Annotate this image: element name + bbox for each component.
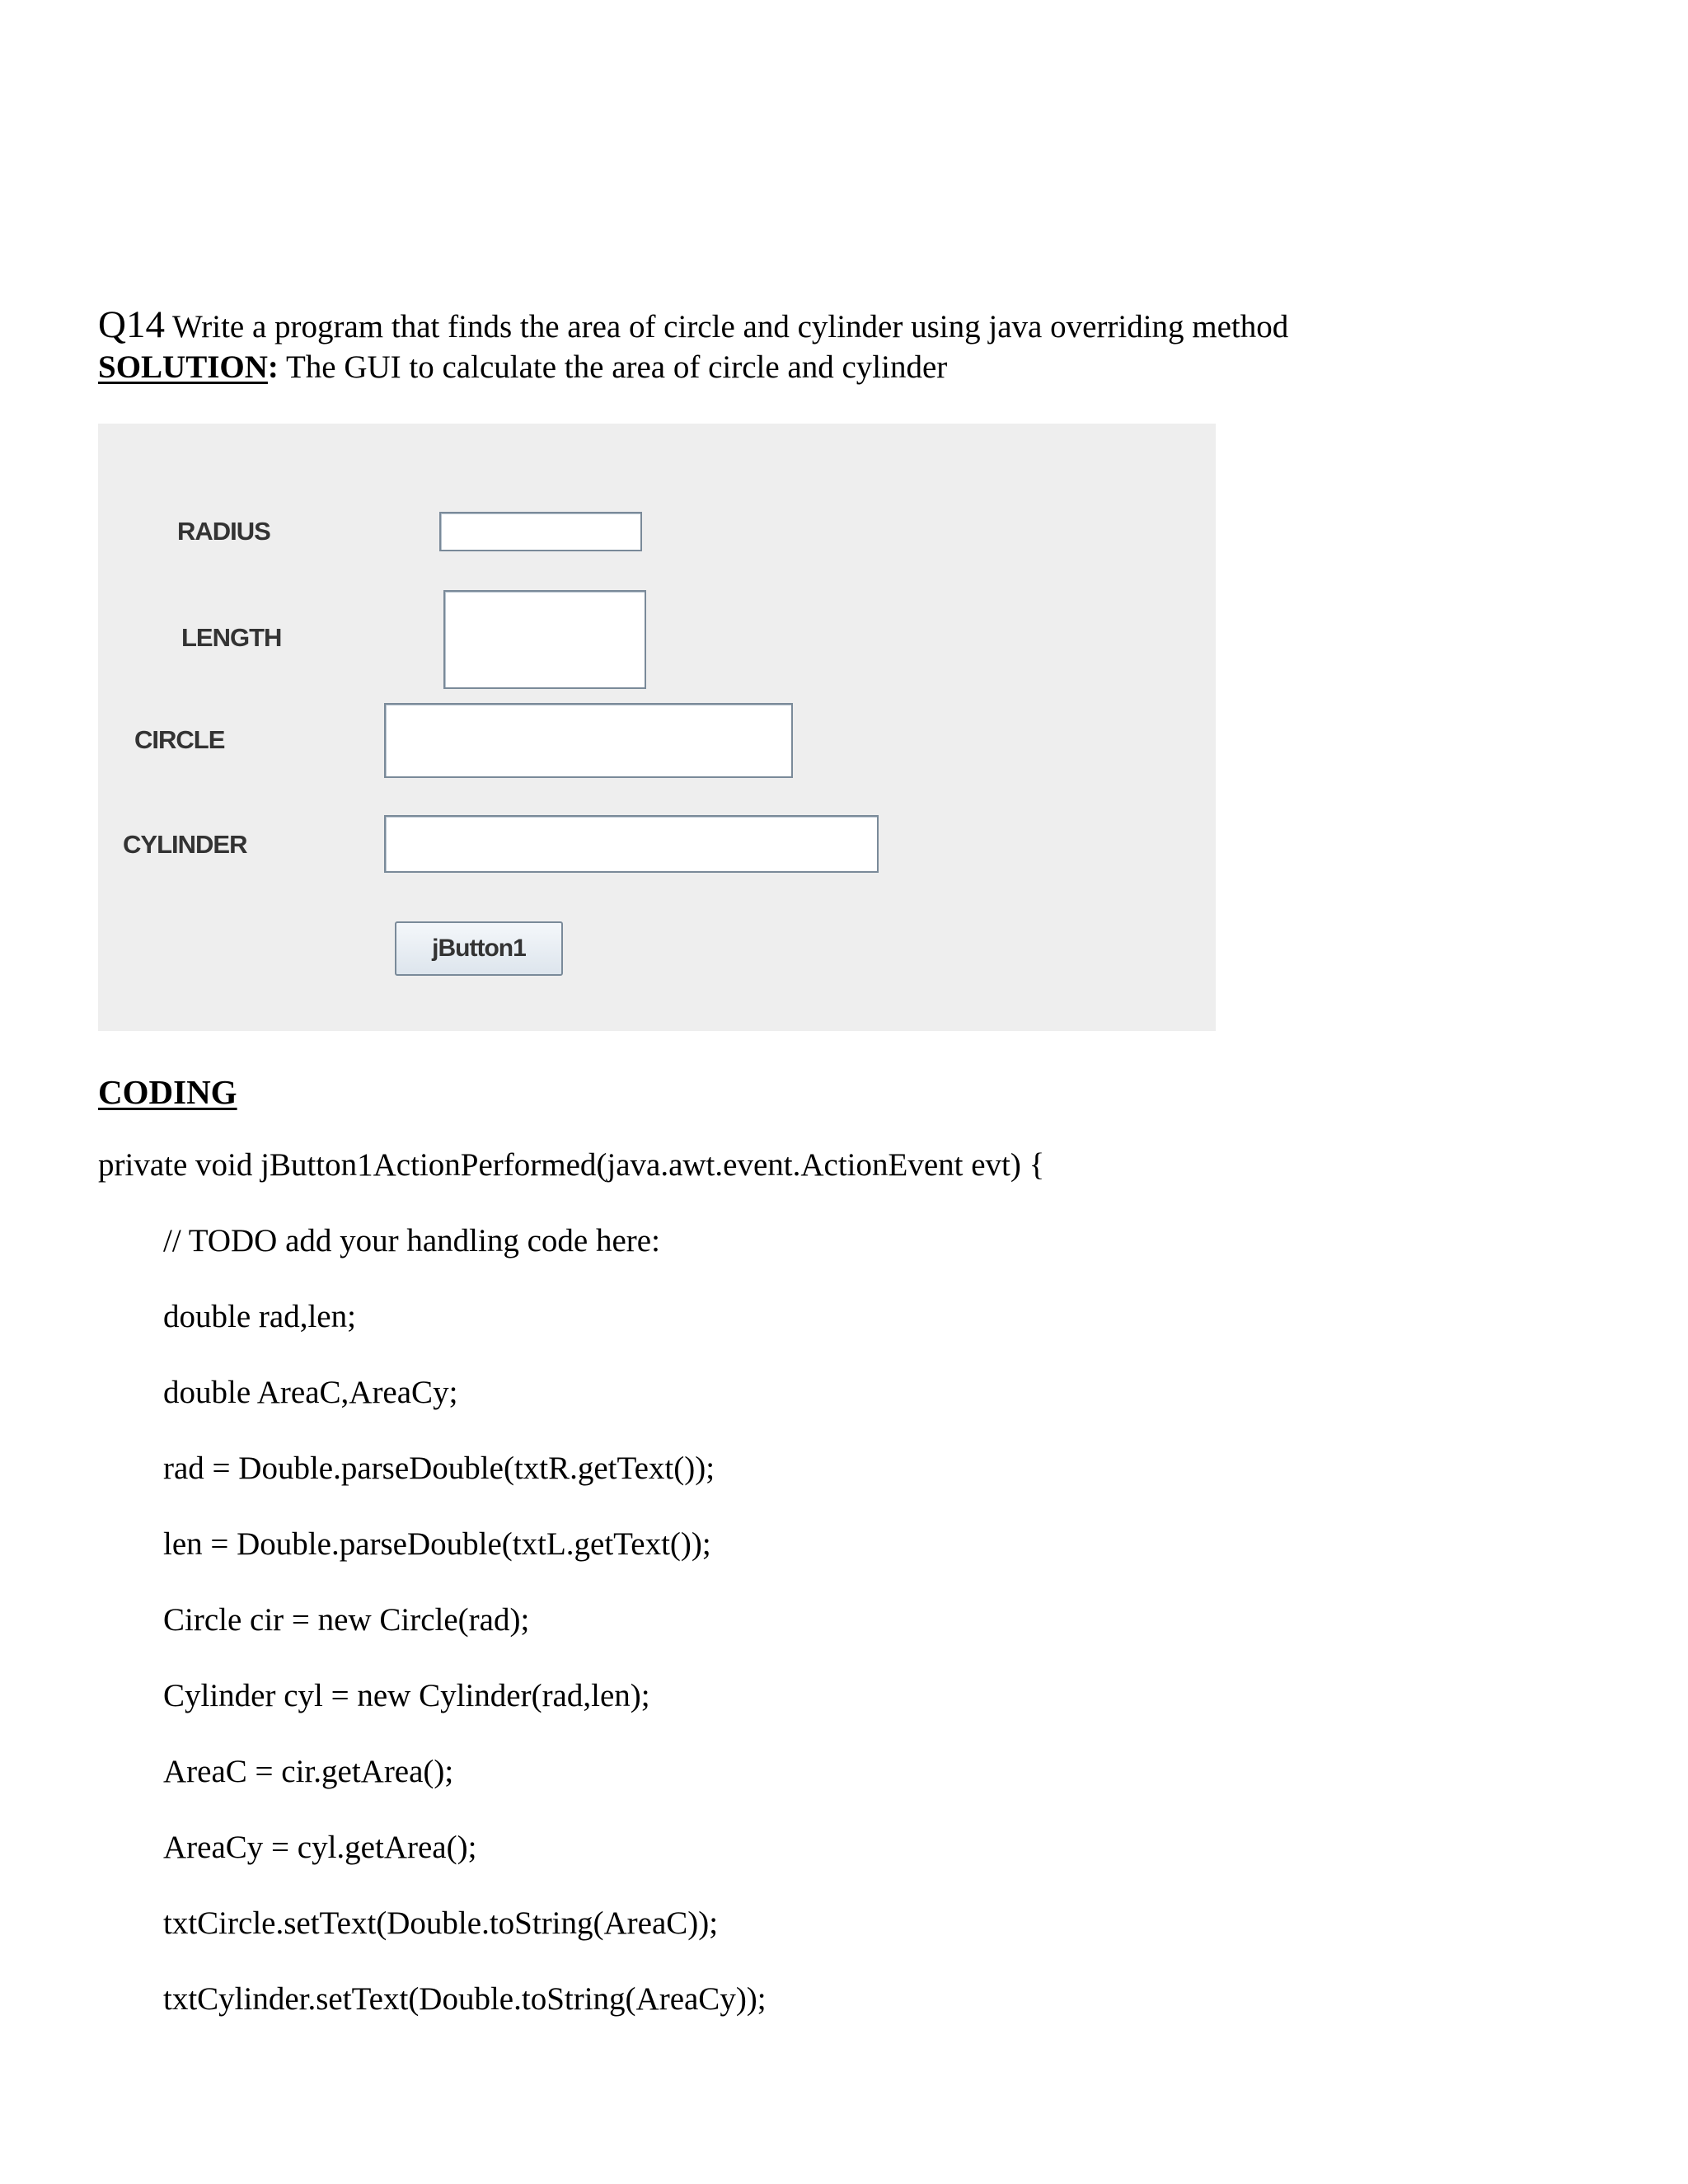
code-line: rad = Double.parseDouble(txtR.getText()); bbox=[163, 1451, 715, 1486]
radius-input[interactable] bbox=[439, 512, 642, 551]
length-input[interactable] bbox=[443, 590, 646, 689]
length-label: LENGTH bbox=[181, 623, 282, 652]
code-line: txtCircle.setText(Double.toString(AreaC)); bbox=[163, 1905, 719, 1941]
question-text: Write a program that finds the area of circle and cylinder using java overriding method bbox=[172, 309, 1289, 344]
code-line: double rad,len; bbox=[163, 1299, 356, 1334]
calculate-button[interactable]: jButton1 bbox=[395, 921, 563, 976]
circle-label: CIRCLE bbox=[134, 725, 225, 754]
code-line: Circle cir = new Circle(rad); bbox=[163, 1602, 530, 1638]
question-line bbox=[98, 305, 1288, 347]
code-line: AreaCy = cyl.getArea(); bbox=[163, 1830, 477, 1865]
gui-form-panel bbox=[98, 424, 1216, 1031]
coding-heading: CODING bbox=[98, 1073, 237, 1111]
cylinder-label: CYLINDER bbox=[123, 830, 247, 859]
radius-label: RADIUS bbox=[177, 517, 270, 546]
code-line: AreaC = cir.getArea(); bbox=[163, 1754, 454, 1789]
solution-line bbox=[98, 348, 947, 387]
code-line: // TODO add your handling code here: bbox=[163, 1223, 660, 1258]
code-line: Cylinder cyl = new Cylinder(rad,len); bbox=[163, 1678, 650, 1713]
solution-colon: : bbox=[267, 349, 279, 385]
circle-result-field[interactable] bbox=[384, 703, 793, 778]
code-line: private void jButton1ActionPerformed(java.awt.event.ActionEvent evt) { bbox=[98, 1147, 1045, 1183]
solution-label: SOLUTION bbox=[98, 349, 268, 385]
code-line: len = Double.parseDouble(txtL.getText()); bbox=[163, 1526, 711, 1562]
cylinder-result-field[interactable] bbox=[384, 815, 879, 873]
solution-text: The GUI to calculate the area of circle and cylinder bbox=[285, 349, 948, 385]
code-line: txtCylinder.setText(Double.toString(AreaCy)); bbox=[163, 1981, 767, 2017]
code-line: double AreaC,AreaCy; bbox=[163, 1375, 458, 1410]
question-number: Q14 bbox=[98, 303, 165, 346]
